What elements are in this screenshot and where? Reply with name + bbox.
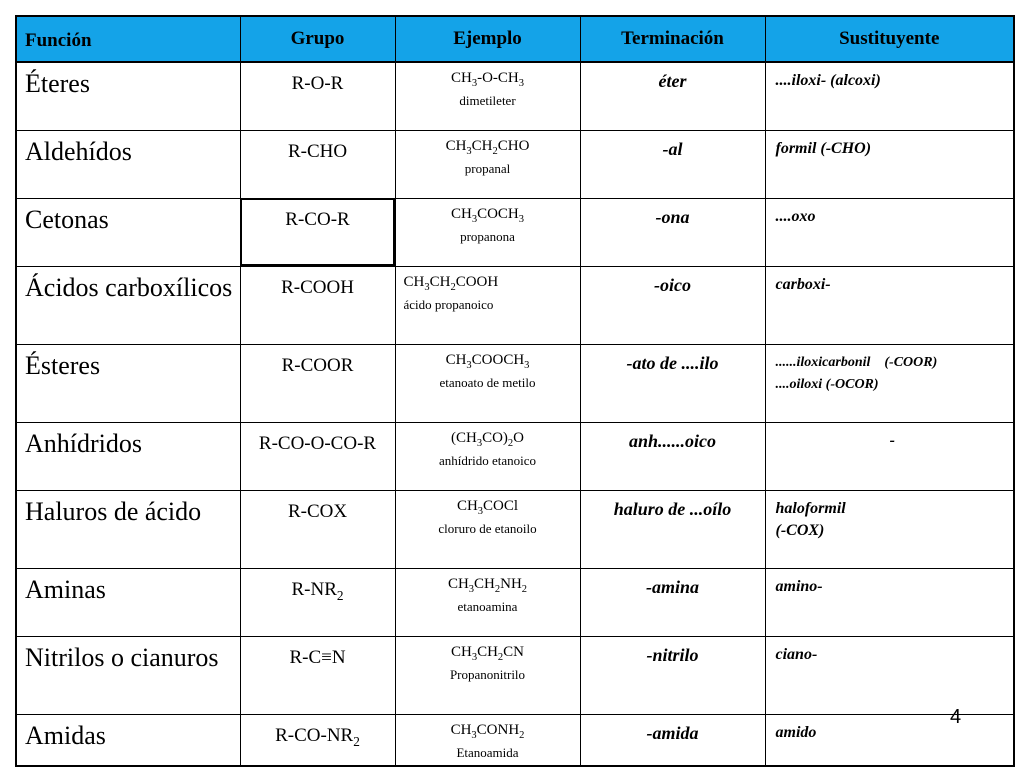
table-row (16, 130, 1014, 198)
cell-grupo: $R-NR_2$ (240, 568, 395, 636)
cell-terminacion: -amida (580, 714, 765, 766)
cell-ejemplo (395, 422, 580, 490)
cell-terminacion: -oico (580, 266, 765, 344)
cell-terminacion: anh......oico (580, 422, 765, 490)
cell-funcion: Aminas (16, 568, 240, 636)
cell-grupo: R-COOH (240, 266, 395, 344)
example-formula: $CH_3CH_2CN$ (450, 643, 525, 663)
cell-funcion: Aldehídos (16, 130, 240, 198)
cell-ejemplo (395, 198, 580, 266)
cell-ejemplo (395, 344, 580, 422)
cell-ejemplo (395, 266, 580, 344)
header-grupo: Grupo (240, 16, 395, 62)
cell-funcion: Anhídridos (16, 422, 240, 490)
substituent-line: (-COX) (775, 521, 825, 539)
example-formula: $CH_3COOCH_3$ (445, 351, 530, 371)
cell-funcion: Ácidos carboxílicos (16, 266, 240, 344)
cell-ejemplo (395, 490, 580, 568)
substituent-line: haloformil (775, 499, 846, 517)
page-number: 4 (950, 706, 962, 728)
cell-sustituyente: - (765, 422, 1014, 490)
cell-ejemplo (395, 636, 580, 714)
example-name: anhídrido etanoico (438, 452, 537, 468)
header-ejemplo: Ejemplo (395, 16, 580, 62)
cell-funcion: Amidas (16, 714, 240, 766)
table-row (16, 198, 1014, 266)
example-name: propanal (464, 160, 511, 176)
table-row (16, 62, 1014, 130)
cell-terminacion: éter (580, 62, 765, 130)
cell-terminacion: -ona (580, 198, 765, 266)
cell-ejemplo (395, 130, 580, 198)
example-formula: $CH_3-O-CH_3$ (450, 70, 524, 89)
header-funcion: Función (16, 16, 240, 62)
table-header-row (16, 16, 1014, 62)
cell-terminacion: -al (580, 130, 765, 198)
table-row (16, 422, 1014, 490)
example-name: Propanonitrilo (449, 666, 526, 682)
cell-grupo: R-COOR (240, 344, 395, 422)
table-row (16, 714, 1014, 766)
example-formula: $CH_3CH_2COOH$ (403, 273, 499, 293)
substituent-line: ......iloxicarbonil (-COOR) (775, 354, 938, 370)
cell-ejemplo (395, 62, 580, 130)
example-name: cloruro de etanoilo (438, 520, 537, 536)
cell-funcion: Ésteres (16, 344, 240, 422)
header-sustituyente: Sustituyente (765, 16, 1014, 62)
cell-sustituyente: ....oxo (765, 198, 1014, 266)
cell-sustituyente (765, 490, 1014, 568)
substituent-line: ....oiloxi (-OCOR) (775, 376, 879, 392)
example-name: etanoato de metilo (439, 374, 536, 390)
table-row (16, 636, 1014, 714)
example-formula: $CH_3CH_2CHO$ (445, 137, 530, 157)
example-name: propanona (460, 228, 515, 244)
cell-funcion: Nitrilos o cianuros (16, 636, 240, 714)
cell-terminacion: -amina (580, 568, 765, 636)
cell-grupo: R-CO-O-CO-R (240, 422, 395, 490)
example-name: ácido propanoico (403, 296, 494, 312)
cell-sustituyente: ....iloxi- (alcoxi) (765, 62, 1014, 130)
table-row (16, 490, 1014, 568)
example-formula: $CH_3CONH_2$ (450, 721, 525, 741)
table-row (16, 344, 1014, 422)
cell-funcion: Éteres (16, 62, 240, 130)
example-formula: $CH_3COCl$ (456, 497, 519, 517)
cell-grupo: $R-CO-NR_2$ (240, 714, 395, 766)
example-name: Etanoamida (456, 744, 519, 760)
cell-sustituyente (765, 344, 1014, 422)
cell-ejemplo (395, 714, 580, 766)
cell-funcion: Haluros de ácido (16, 490, 240, 568)
cell-grupo: R-COX (240, 490, 395, 568)
cell-sustituyente: carboxi- (765, 266, 1014, 344)
cell-sustituyente: amino- (765, 568, 1014, 636)
example-formula: $CH_3CH_2NH_2$ (447, 575, 528, 595)
cell-terminacion: haluro de ...oílo (580, 490, 765, 568)
cell-sustituyente: amido (765, 714, 1014, 766)
cell-sustituyente: formil (-CHO) (765, 130, 1014, 198)
cell-terminacion: -nitrilo (580, 636, 765, 714)
table-row (16, 568, 1014, 636)
header-terminacion: Terminación (580, 16, 765, 62)
example-formula: $(CH_3CO)_2O$ (450, 429, 525, 449)
table-row (16, 266, 1014, 344)
cell-grupo: R-O-R (240, 62, 395, 130)
functional-groups-table (15, 15, 1015, 767)
cell-grupo: R-CO-R (240, 198, 395, 266)
example-name: dimetileter (459, 93, 516, 108)
cell-terminacion: -ato de ....ilo (580, 344, 765, 422)
example-name: etanoamina (457, 598, 518, 614)
cell-funcion: Cetonas (16, 198, 240, 266)
cell-ejemplo (395, 568, 580, 636)
cell-grupo: R-CHO (240, 130, 395, 198)
cell-grupo: R-C≡N (240, 636, 395, 714)
cell-sustituyente: ciano- (765, 636, 1014, 714)
example-formula: $CH_3COCH_3$ (450, 205, 525, 225)
